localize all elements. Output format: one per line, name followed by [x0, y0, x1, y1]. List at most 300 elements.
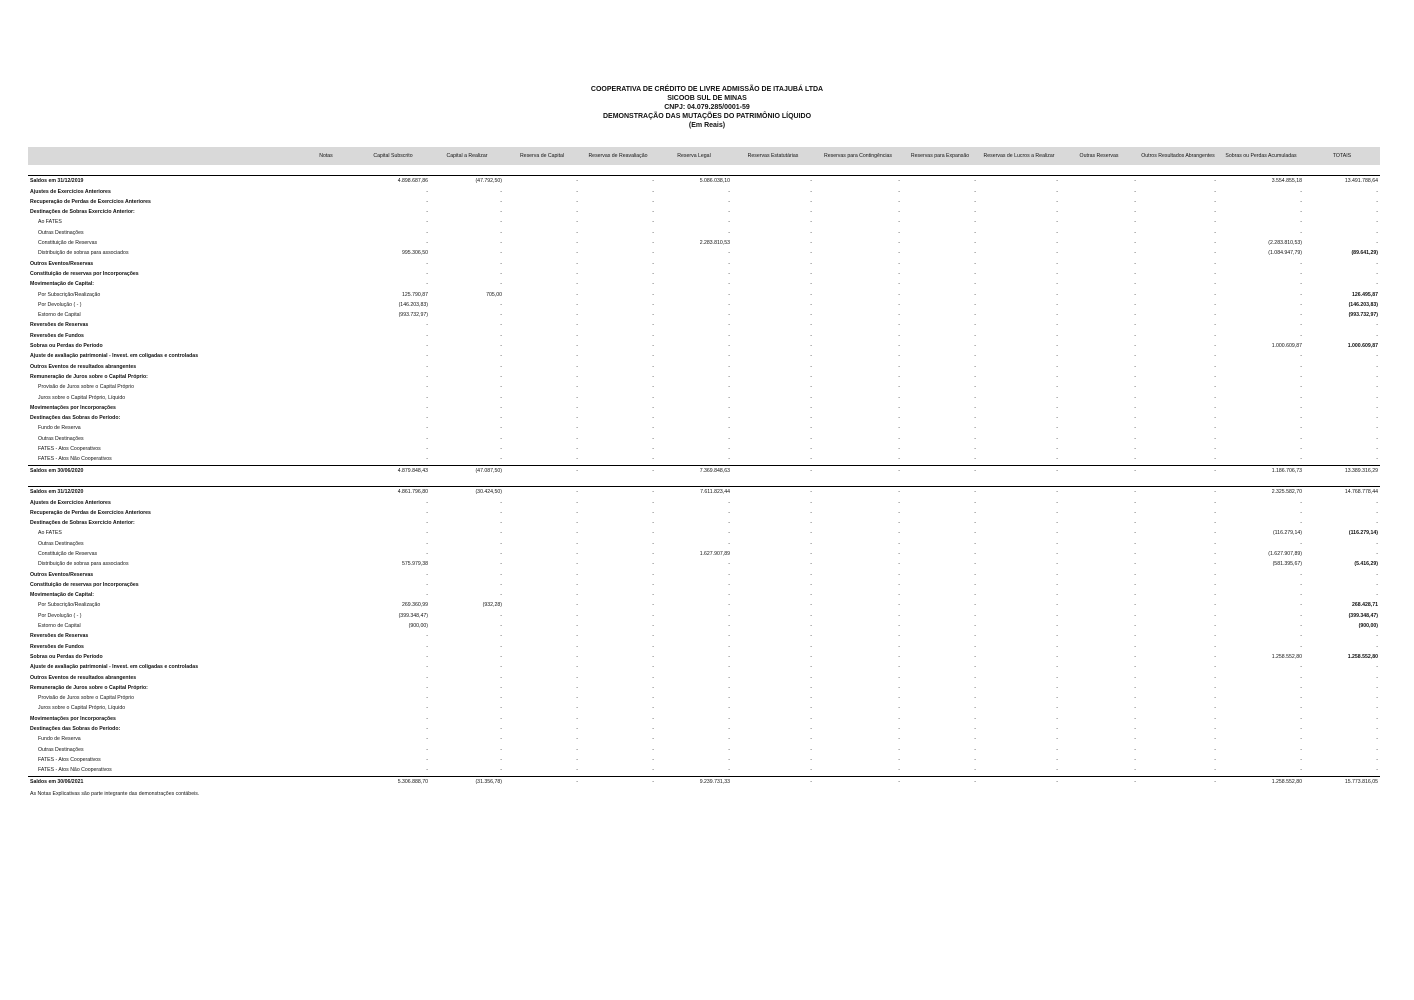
table-cell: -	[810, 188, 812, 195]
table-cell: -	[810, 623, 812, 630]
table-cell	[296, 341, 356, 351]
column-header: Notas	[296, 147, 356, 165]
row-label: Recuperação de Perdas de Exercícios Anteriores	[30, 198, 151, 205]
table-cell: -	[1056, 653, 1058, 660]
table-cell: -	[1300, 592, 1302, 599]
table-cell: -	[652, 240, 654, 247]
table-cell: -	[1376, 674, 1378, 681]
table-cell: -	[1214, 240, 1216, 247]
table-row	[28, 454, 1380, 465]
table-cell: -	[810, 301, 812, 308]
table-cell: -	[500, 353, 502, 360]
table-cell: -	[898, 363, 900, 370]
table-cell: -	[810, 373, 812, 380]
table-cell: -	[1134, 726, 1136, 733]
table-row	[28, 539, 1380, 549]
row-label: Por Devolução ( - )	[38, 301, 82, 308]
table-cell: (2.283.810,53)	[1268, 240, 1302, 247]
table-cell: -	[1134, 715, 1136, 722]
table-cell: -	[1300, 209, 1302, 216]
table-cell: -	[974, 767, 976, 774]
table-cell: -	[974, 198, 976, 205]
row-label: Por Devolução ( - )	[38, 612, 82, 619]
table-cell: -	[652, 363, 654, 370]
table-cell: -	[810, 260, 812, 267]
table-cell: -	[810, 322, 812, 329]
table-cell: -	[814, 487, 902, 498]
table-cell: -	[1056, 695, 1058, 702]
table-cell: -	[576, 540, 578, 547]
row-label: Fundo de Reserva	[38, 736, 81, 743]
table-cell: -	[1138, 487, 1218, 498]
table-cell: -	[576, 404, 578, 411]
table-cell: -	[810, 736, 812, 743]
table-cell: -	[1214, 209, 1216, 216]
table-cell: -	[500, 343, 502, 350]
table-cell: -	[974, 561, 976, 568]
table-cell: -	[898, 404, 900, 411]
table-cell: -	[974, 643, 976, 650]
table-cell: -	[1060, 465, 1138, 476]
table-cell: -	[1056, 561, 1058, 568]
table-cell: (399.348,47)	[398, 612, 428, 619]
table-cell: -	[652, 219, 654, 226]
table-cell: -	[500, 715, 502, 722]
table-cell: 14.768.778,44	[1304, 487, 1380, 498]
table-cell: -	[500, 281, 502, 288]
table-cell: -	[898, 435, 900, 442]
table-cell: -	[974, 425, 976, 432]
table-cell: -	[810, 250, 812, 257]
equity-changes-table	[28, 147, 1380, 787]
table-cell: -	[652, 561, 654, 568]
table-cell: -	[1214, 281, 1216, 288]
table-cell: -	[1060, 176, 1138, 187]
table-cell: -	[426, 756, 428, 763]
table-row	[28, 351, 1380, 361]
table-cell: 268.428,71	[1352, 602, 1378, 609]
row-label: Recuperação de Perdas de Exercícios Anteriores	[30, 509, 151, 516]
table-cell: -	[504, 465, 580, 476]
table-cell: -	[1376, 726, 1378, 733]
table-cell: -	[810, 353, 812, 360]
row-label: Estorno de Capital	[38, 312, 81, 319]
table-cell: -	[652, 250, 654, 257]
row-label: Ajustes de Exercícios Anteriores	[30, 499, 111, 506]
table-cell: -	[652, 343, 654, 350]
table-cell: -	[898, 550, 900, 557]
table-cell: -	[1134, 705, 1136, 712]
table-cell: -	[576, 509, 578, 516]
table-cell: -	[1134, 756, 1136, 763]
table-cell: -	[426, 715, 428, 722]
table-cell: (581.395,67)	[1272, 561, 1302, 568]
table-cell: -	[898, 571, 900, 578]
table-cell: 1.000.609,87	[1271, 343, 1302, 350]
table-cell: -	[1056, 736, 1058, 743]
table-cell: -	[1134, 446, 1136, 453]
table-cell: -	[426, 270, 428, 277]
table-cell: -	[500, 446, 502, 453]
table-cell: -	[898, 695, 900, 702]
table-cell: -	[728, 509, 730, 516]
table-cell: -	[1300, 633, 1302, 640]
row-label: Destinações de Sobras Exercício Anterior:	[30, 209, 135, 216]
table-cell: -	[1300, 664, 1302, 671]
table-cell: -	[1134, 653, 1136, 660]
table-cell: -	[576, 281, 578, 288]
table-cell: -	[728, 633, 730, 640]
table-cell: -	[810, 240, 812, 247]
table-cell: -	[974, 684, 976, 691]
table-cell: -	[1056, 281, 1058, 288]
table-cell: -	[810, 270, 812, 277]
table-cell: -	[1134, 540, 1136, 547]
table-cell: -	[576, 530, 578, 537]
period-spacer	[28, 165, 1380, 176]
table-cell: -	[500, 209, 502, 216]
table-cell: -	[1056, 715, 1058, 722]
table-cell: 4.879.848,43	[356, 465, 430, 476]
table-cell	[296, 320, 356, 330]
table-cell: -	[1056, 353, 1058, 360]
table-cell: -	[652, 499, 654, 506]
table-cell: -	[728, 250, 730, 257]
table-cell: -	[898, 291, 900, 298]
table-cell: -	[810, 312, 812, 319]
table-cell: -	[1214, 581, 1216, 588]
table-cell: -	[652, 415, 654, 422]
table-cell: -	[728, 435, 730, 442]
table-cell: -	[1134, 229, 1136, 236]
table-cell: -	[728, 653, 730, 660]
table-cell: -	[898, 415, 900, 422]
table-cell: -	[1134, 561, 1136, 568]
table-cell: -	[810, 746, 812, 753]
table-cell: (146.203,83)	[1348, 301, 1378, 308]
table-cell: -	[728, 705, 730, 712]
table-cell: -	[1214, 509, 1216, 516]
table-cell: 705,00	[486, 291, 502, 298]
table-cell: -	[1214, 425, 1216, 432]
table-cell	[296, 217, 356, 227]
table-cell: -	[500, 188, 502, 195]
table-cell: -	[974, 240, 976, 247]
table-cell: -	[576, 384, 578, 391]
row-label: Saldos em 30/06/2020	[28, 465, 296, 476]
table-cell: -	[426, 240, 428, 247]
table-cell: -	[652, 581, 654, 588]
table-cell: -	[732, 776, 814, 787]
table-cell: -	[576, 664, 578, 671]
table-cell: -	[1056, 767, 1058, 774]
table-cell: -	[500, 705, 502, 712]
table-cell: -	[1056, 520, 1058, 527]
table-cell: -	[810, 612, 812, 619]
table-cell: -	[1376, 633, 1378, 640]
table-cell	[296, 621, 356, 631]
table-cell: -	[732, 176, 814, 187]
table-cell	[296, 631, 356, 641]
table-cell: -	[1214, 322, 1216, 329]
table-cell: -	[898, 520, 900, 527]
table-cell: -	[1214, 674, 1216, 681]
table-cell: -	[1214, 219, 1216, 226]
table-cell: -	[652, 674, 654, 681]
table-cell: -	[810, 332, 812, 339]
table-cell: -	[576, 674, 578, 681]
table-cell: 2.283.810,53	[699, 240, 730, 247]
row-label: Reversões de Reservas	[30, 633, 89, 640]
table-cell: -	[810, 571, 812, 578]
table-cell: -	[576, 260, 578, 267]
table-cell: -	[1376, 571, 1378, 578]
table-cell: -	[1214, 592, 1216, 599]
table-cell: -	[426, 726, 428, 733]
table-cell: -	[974, 332, 976, 339]
table-cell	[296, 372, 356, 382]
table-cell: -	[898, 499, 900, 506]
table-cell	[296, 176, 356, 187]
table-cell: -	[974, 260, 976, 267]
table-cell	[296, 403, 356, 413]
table-cell: -	[426, 353, 428, 360]
table-cell: -	[576, 571, 578, 578]
table-cell: -	[1056, 550, 1058, 557]
table-cell: -	[576, 312, 578, 319]
table-cell: -	[426, 404, 428, 411]
row-label: Outras Destinações	[38, 540, 84, 547]
table-cell: -	[576, 736, 578, 743]
table-cell: -	[426, 322, 428, 329]
table-cell	[296, 662, 356, 672]
table-cell: -	[1376, 188, 1378, 195]
table-cell: -	[1214, 767, 1216, 774]
table-cell	[296, 187, 356, 197]
table-cell: -	[426, 499, 428, 506]
table-cell: -	[1056, 404, 1058, 411]
table-cell: -	[728, 456, 730, 463]
table-cell: -	[576, 623, 578, 630]
row-label: Movimentação de Capital:	[30, 592, 94, 599]
table-cell: -	[728, 561, 730, 568]
table-cell: -	[500, 425, 502, 432]
table-cell: -	[732, 465, 814, 476]
table-cell: -	[974, 363, 976, 370]
table-cell: -	[1300, 456, 1302, 463]
table-cell: -	[728, 384, 730, 391]
table-cell: -	[810, 684, 812, 691]
table-cell: -	[1056, 592, 1058, 599]
table-cell: -	[1214, 332, 1216, 339]
row-label: Constituição de Reservas	[38, 550, 98, 557]
table-cell: -	[652, 684, 654, 691]
table-cell	[296, 290, 356, 300]
table-cell: -	[1056, 394, 1058, 401]
table-cell: -	[810, 509, 812, 516]
spacer-cell	[28, 476, 1380, 487]
table-cell: -	[426, 571, 428, 578]
table-cell: -	[898, 643, 900, 650]
table-cell: -	[1214, 343, 1216, 350]
table-cell: -	[1214, 623, 1216, 630]
table-cell: -	[898, 425, 900, 432]
table-cell: -	[1056, 209, 1058, 216]
table-cell: -	[1300, 219, 1302, 226]
table-cell: -	[810, 394, 812, 401]
table-cell: -	[1300, 373, 1302, 380]
row-label: Movimentações por Incorporações	[30, 715, 116, 722]
table-cell	[296, 776, 356, 787]
row-label: Outros Eventos/Reservas	[30, 571, 94, 578]
row-label: Destinações de Sobras Exercício Anterior:	[30, 520, 135, 527]
table-cell: -	[728, 219, 730, 226]
table-cell: -	[898, 240, 900, 247]
table-cell: -	[974, 291, 976, 298]
table-cell	[296, 528, 356, 538]
table-cell	[296, 539, 356, 549]
table-cell: (47.792,50)	[430, 176, 504, 187]
table-cell: -	[1376, 219, 1378, 226]
row-label: Constituição de reservas por Incorporações	[30, 270, 139, 277]
table-cell: -	[728, 188, 730, 195]
table-cell: -	[576, 756, 578, 763]
table-cell: -	[1300, 705, 1302, 712]
table-cell: -	[500, 767, 502, 774]
table-cell: -	[1300, 188, 1302, 195]
table-cell: -	[1376, 415, 1378, 422]
table-cell: -	[810, 756, 812, 763]
row-label: Por Subscrição/Realização	[38, 291, 101, 298]
table-row	[28, 673, 1380, 683]
table-cell: -	[974, 602, 976, 609]
table-cell: -	[1056, 684, 1058, 691]
table-cell: -	[426, 332, 428, 339]
table-body	[28, 165, 1380, 787]
table-cell: -	[1300, 353, 1302, 360]
table-cell: -	[898, 301, 900, 308]
row-label: Outras Destinações	[38, 229, 84, 236]
row-label: Constituição de reservas por Incorporações	[30, 581, 139, 588]
table-cell: -	[1300, 446, 1302, 453]
table-cell: -	[974, 499, 976, 506]
table-cell: -	[974, 209, 976, 216]
table-cell: -	[576, 373, 578, 380]
table-cell: -	[1056, 623, 1058, 630]
table-cell: -	[810, 653, 812, 660]
table-cell: -	[1300, 384, 1302, 391]
table-cell: -	[1056, 756, 1058, 763]
table-cell: -	[1376, 353, 1378, 360]
table-cell	[296, 238, 356, 248]
table-cell: -	[898, 219, 900, 226]
table-cell: -	[898, 684, 900, 691]
table-row	[28, 290, 1380, 300]
table-cell: -	[974, 404, 976, 411]
table-cell: -	[1134, 581, 1136, 588]
table-cell: -	[728, 592, 730, 599]
table-row	[28, 662, 1380, 672]
table-cell: -	[728, 332, 730, 339]
table-cell: -	[728, 746, 730, 753]
table-cell: -	[1056, 664, 1058, 671]
table-cell: -	[1376, 643, 1378, 650]
table-cell	[296, 382, 356, 392]
table-row	[28, 300, 1380, 310]
table-cell: -	[974, 550, 976, 557]
table-cell: -	[426, 435, 428, 442]
table-cell: -	[1214, 456, 1216, 463]
table-cell: -	[810, 281, 812, 288]
table-cell: -	[652, 746, 654, 753]
table-cell: -	[810, 404, 812, 411]
table-cell	[296, 570, 356, 580]
table-cell: -	[500, 612, 502, 619]
table-cell: -	[898, 581, 900, 588]
table-cell	[296, 734, 356, 744]
table-cell: -	[1056, 229, 1058, 236]
table-cell: -	[898, 384, 900, 391]
table-cell: -	[652, 664, 654, 671]
table-cell: -	[728, 643, 730, 650]
table-cell: -	[1300, 404, 1302, 411]
table-cell: -	[1214, 653, 1216, 660]
table-cell: -	[1056, 612, 1058, 619]
table-cell: -	[500, 415, 502, 422]
table-cell: -	[1300, 332, 1302, 339]
table-cell: -	[974, 281, 976, 288]
row-label: Remuneração de Juros sobre o Capital Próprio:	[30, 684, 148, 691]
table-cell: -	[1134, 270, 1136, 277]
table-row	[28, 372, 1380, 382]
table-cell: 13.389.316,29	[1304, 465, 1380, 476]
table-cell: -	[728, 281, 730, 288]
table-cell: -	[426, 343, 428, 350]
table-cell: -	[810, 384, 812, 391]
table-cell	[296, 755, 356, 765]
table-cell: -	[652, 756, 654, 763]
table-cell: -	[974, 219, 976, 226]
table-cell: -	[1056, 219, 1058, 226]
column-header: Outras Reservas	[1060, 147, 1138, 165]
table-cell	[296, 600, 356, 610]
table-cell: -	[652, 736, 654, 743]
table-cell: -	[1134, 550, 1136, 557]
table-cell: -	[1214, 499, 1216, 506]
table-cell: -	[504, 776, 580, 787]
table-cell: -	[500, 643, 502, 650]
table-cell: -	[1134, 602, 1136, 609]
table-cell: -	[652, 602, 654, 609]
table-cell: -	[1134, 384, 1136, 391]
table-cell: -	[652, 301, 654, 308]
table-cell: -	[1056, 373, 1058, 380]
table-cell: -	[500, 250, 502, 257]
table-cell: -	[810, 633, 812, 640]
table-cell: -	[652, 312, 654, 319]
table-cell: -	[652, 623, 654, 630]
table-cell: -	[1214, 301, 1216, 308]
table-cell: -	[898, 456, 900, 463]
table-row	[28, 528, 1380, 538]
table-cell: -	[1214, 353, 1216, 360]
table-cell: -	[1300, 602, 1302, 609]
table-cell: -	[1134, 456, 1136, 463]
document-header	[0, 85, 1414, 130]
table-cell: -	[1060, 776, 1138, 787]
table-row	[28, 310, 1380, 320]
table-cell: -	[1214, 520, 1216, 527]
